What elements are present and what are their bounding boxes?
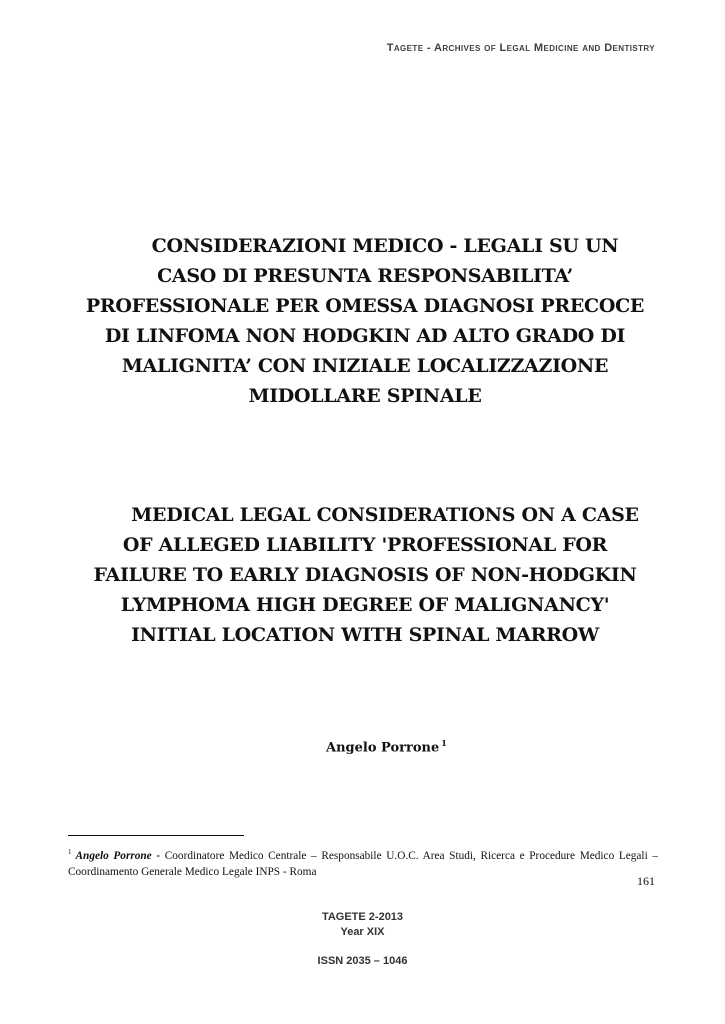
title-italian-line: DI LINFOMA NON HODGKIN AD ALTO GRADO DI (104, 325, 626, 347)
footnote-marker: 1 (68, 848, 72, 856)
footnote-divider (68, 835, 244, 836)
journal-issue: TAGETE 2-2013 (321, 911, 404, 923)
title-english-line: INITIAL LOCATION WITH SPINAL MARROW (131, 624, 599, 646)
journal-issn: ISSN 2035 – 1046 (317, 955, 408, 967)
journal-footer (0, 910, 725, 969)
title-english-line: MEDICAL LEGAL CONSIDERATIONS ON A CASE (131, 504, 639, 526)
title-italian-line: PROFESSIONALE PER OMESSA DIAGNOSI PRECOCE (85, 295, 645, 317)
footnote-text: Coordinatore Medico Centrale – Responsabile U.O.C. Area Studi, Ricerca e Procedure Medico Legali – Coordinamento Generale Medico Legale INPS - Roma (68, 849, 659, 878)
footnote-author-name: Angelo Porrone - (75, 849, 161, 862)
title-english-line: FAILURE TO EARLY DIAGNOSIS OF NON-HODGKIN (93, 564, 637, 586)
journal-year: Year XIX (340, 926, 385, 938)
author-line (326, 738, 447, 755)
title-italian (70, 231, 660, 411)
page-number: 161 (637, 874, 655, 888)
title-english-line: OF ALLEGED LIABILITY 'PROFESSIONAL FOR (122, 534, 608, 556)
title-italian-line: CONSIDERAZIONI MEDICO - LEGALI SU UN (151, 235, 619, 257)
title-english (70, 500, 660, 650)
title-italian-line: CASO DI PRESUNTA RESPONSABILITA’ (157, 265, 573, 287)
author-footnote-marker[interactable]: 1 (441, 738, 447, 748)
title-english-line: LYMPHOMA HIGH DEGREE OF MALIGNANCY' (120, 594, 610, 616)
running-header: Tagete - Archives of Legal Medicine and Dentistry (386, 42, 655, 54)
footnote (68, 844, 658, 880)
title-italian-line: MALIGNITA’ CON INIZIALE LOCALIZZAZIONE (121, 355, 609, 377)
author-name: Angelo Porrone (326, 740, 440, 756)
title-italian-line: MIDOLLARE SPINALE (248, 385, 482, 407)
